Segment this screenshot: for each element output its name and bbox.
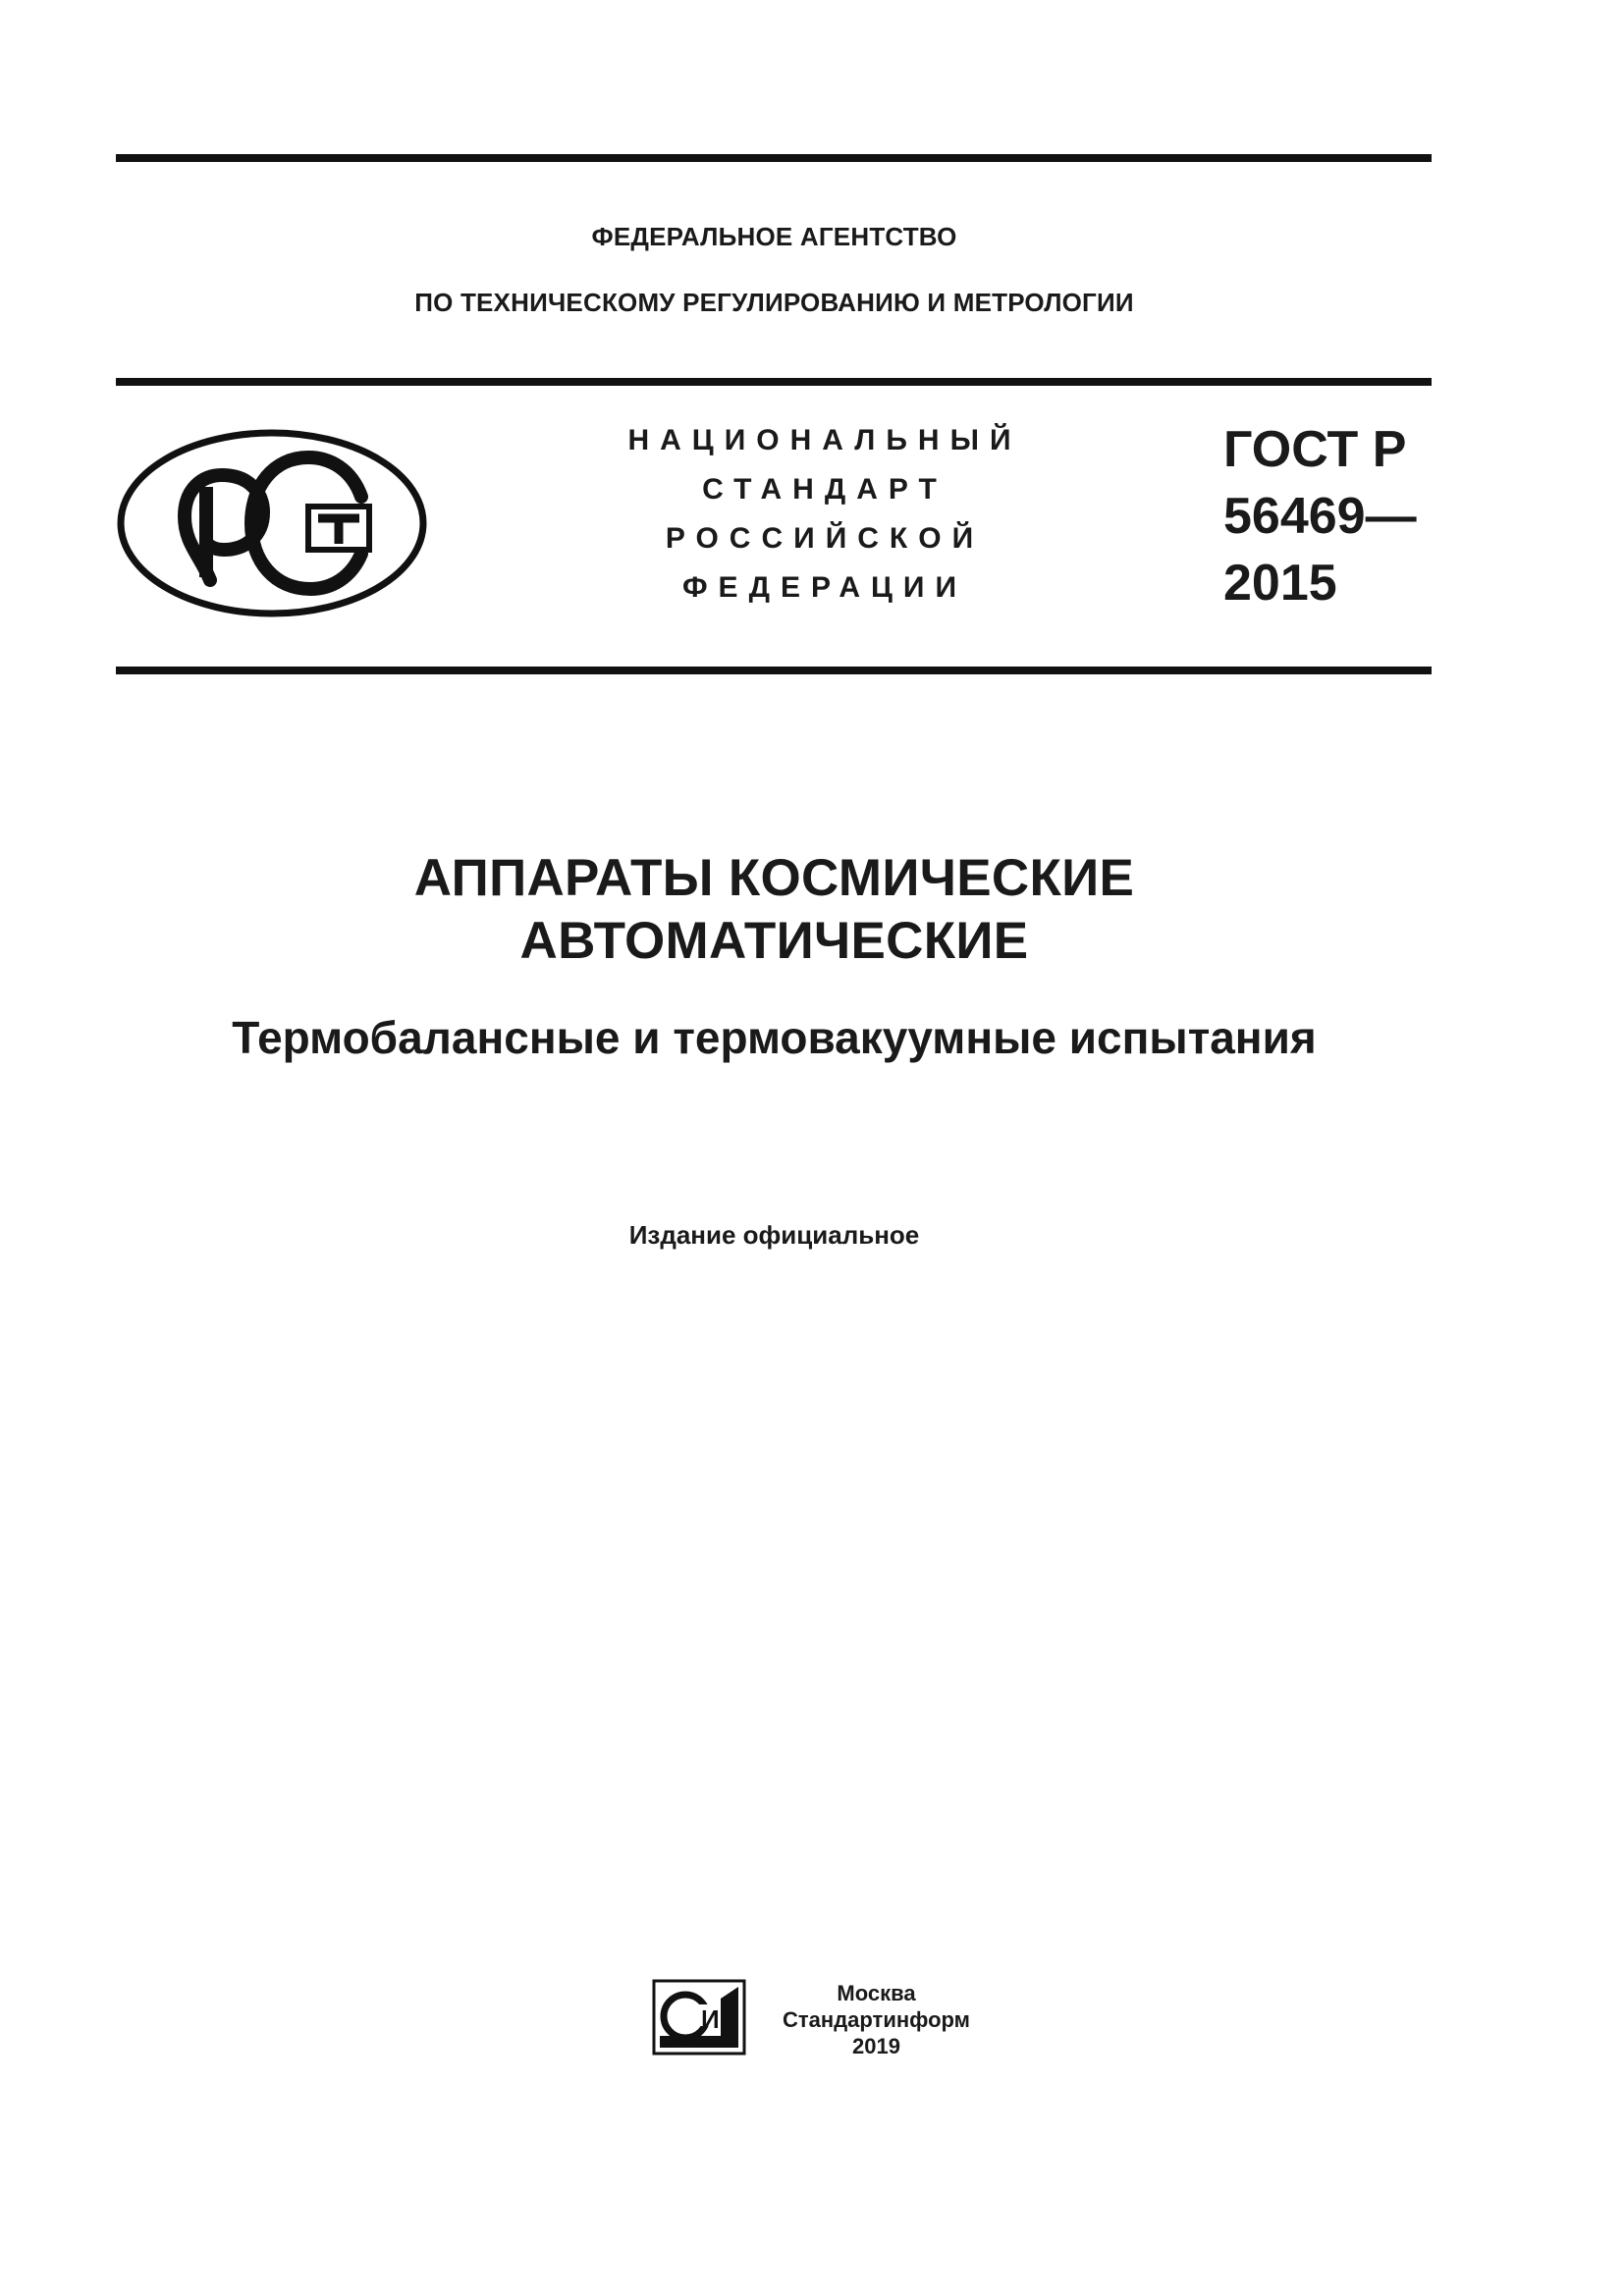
standartinform-si-logo-icon (652, 1979, 746, 2056)
document-title-line2: АВТОМАТИЧЕСКИЕ (519, 912, 1029, 970)
national-standard-line3: РОССИЙСКОЙ (665, 522, 985, 555)
edition-note: Издание официальное (628, 1220, 920, 1250)
gost-designation: ГОСТ Р (1223, 421, 1407, 478)
top-rule (116, 154, 1432, 162)
gost-number: 56469— (1223, 488, 1417, 545)
publisher-year: 2019 (852, 2034, 900, 2058)
national-standard-line1: НАЦИОНАЛЬНЫЙ (627, 424, 1022, 456)
standard-block-rule (116, 667, 1432, 674)
agency-name-line1: ФЕДЕРАЛЬНОЕ АГЕНТСТВО (591, 222, 957, 251)
svg-text:И: И (701, 2004, 720, 2034)
gost-year: 2015 (1223, 555, 1337, 612)
national-standard-line2: СТАНДАРТ (702, 473, 947, 506)
document-subtitle: Термобалансные и термовакуумные испытания (232, 1012, 1317, 1063)
agency-name-line2: ПО ТЕХНИЧЕСКОМУ РЕГУЛИРОВАНИЮ И МЕТРОЛОГИИ (414, 288, 1134, 317)
rst-certification-logo-icon (116, 428, 428, 618)
header-rule (116, 378, 1432, 386)
national-standard-line4: ФЕДЕРАЦИИ (681, 571, 968, 604)
publisher-name: Стандартинформ (783, 2007, 970, 2032)
document-title-line1: АППАРАТЫ КОСМИЧЕСКИЕ (413, 849, 1135, 907)
publisher-city: Москва (837, 1981, 916, 2005)
